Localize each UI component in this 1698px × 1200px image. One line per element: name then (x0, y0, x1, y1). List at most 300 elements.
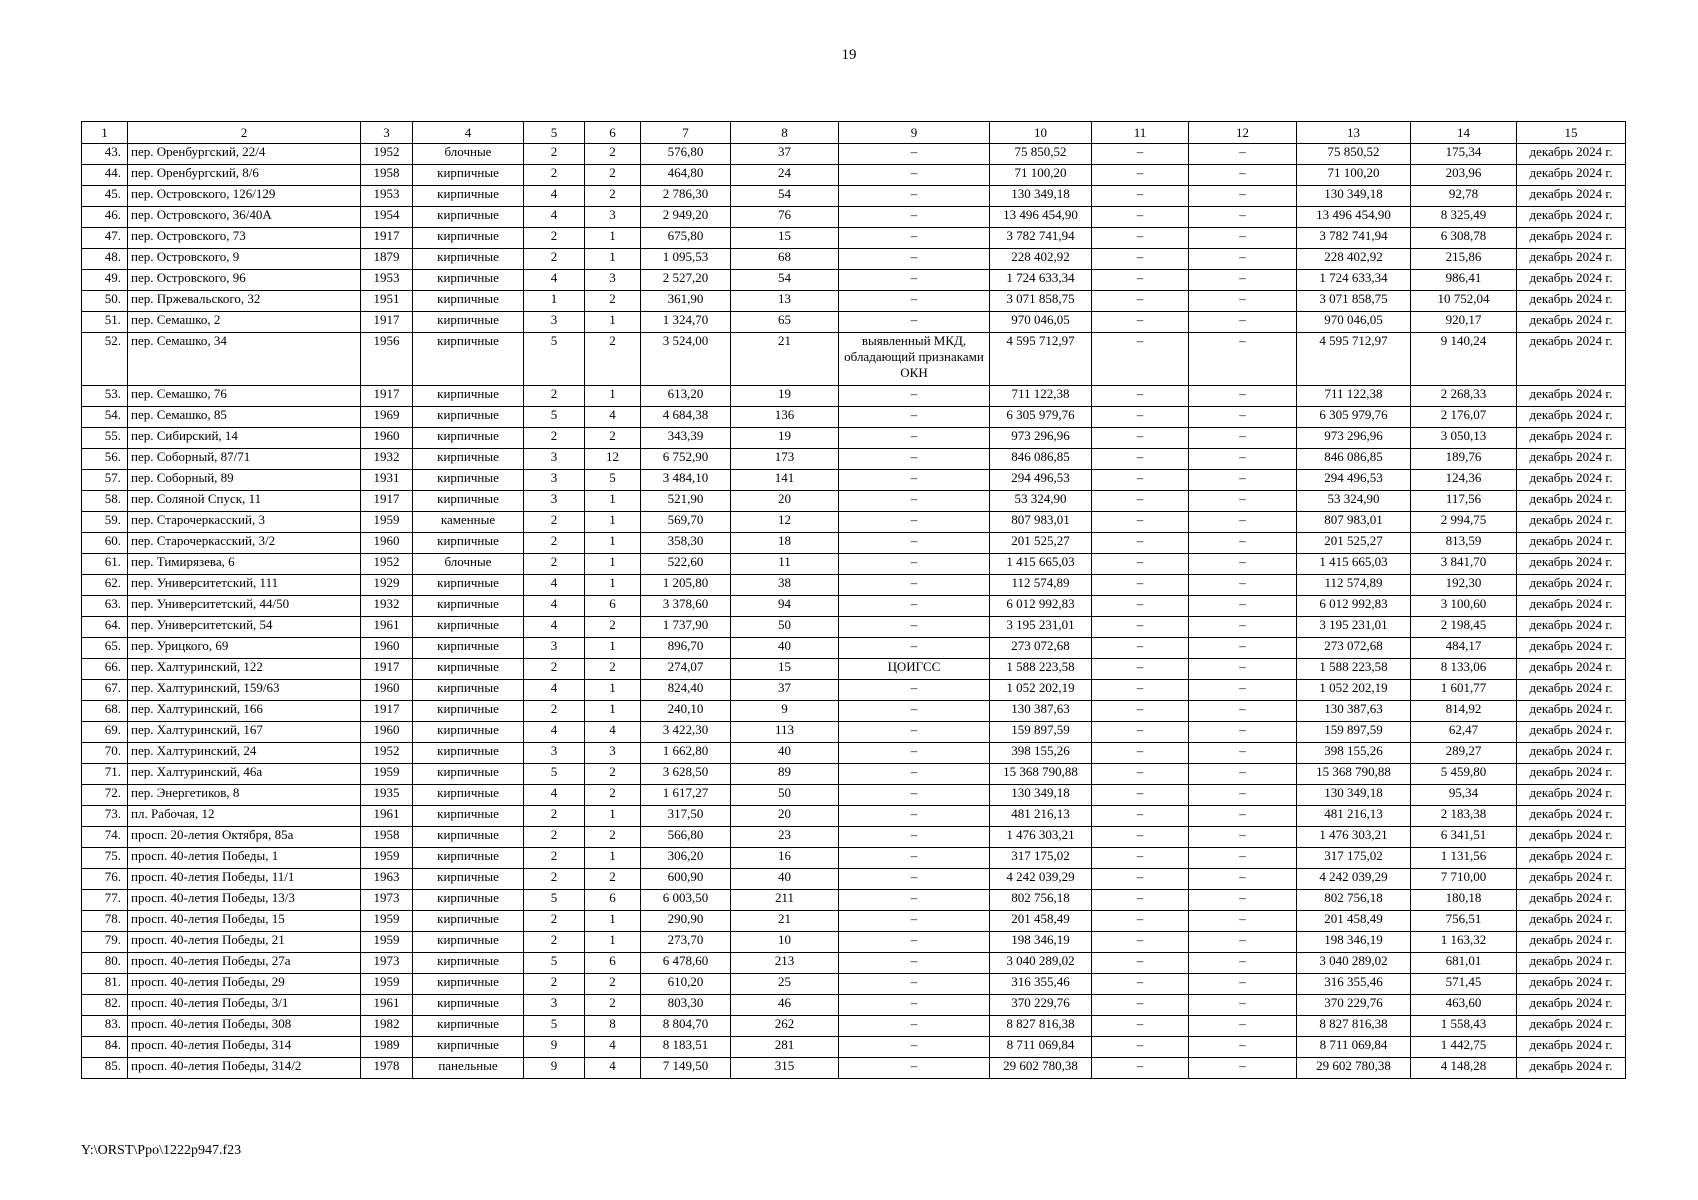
table-cell: 73. (82, 806, 128, 827)
table-cell: – (839, 270, 990, 291)
table-cell: 203,96 (1411, 165, 1517, 186)
table-cell: 2 (524, 869, 585, 890)
table-cell: 306,20 (641, 848, 731, 869)
table-cell: 215,86 (1411, 249, 1517, 270)
table-cell: пер. Островского, 126/129 (128, 186, 361, 207)
table-cell: 1959 (361, 932, 413, 953)
table-cell: – (839, 596, 990, 617)
table-cell: пер. Халтуринский, 166 (128, 701, 361, 722)
table-row (82, 638, 1626, 659)
table-cell: 2 (524, 428, 585, 449)
table-cell: 80. (82, 953, 128, 974)
table-cell: пер. Островского, 96 (128, 270, 361, 291)
table-cell: 71. (82, 764, 128, 785)
table-cell: 1 (585, 491, 641, 512)
table-cell: кирпичные (413, 785, 524, 806)
table-cell: кирпичные (413, 932, 524, 953)
table-cell: 290,90 (641, 911, 731, 932)
table-cell: – (1189, 617, 1297, 638)
table-cell: блочные (413, 144, 524, 165)
table-cell: 1 131,56 (1411, 848, 1517, 869)
table-cell: 5 (524, 407, 585, 428)
table-cell: – (1189, 165, 1297, 186)
table-cell: просп. 40-летия Победы, 314/2 (128, 1058, 361, 1079)
table-row (82, 491, 1626, 512)
table-cell: 76 (731, 207, 839, 228)
table-cell: декабрь 2024 г. (1517, 848, 1626, 869)
table-cell: декабрь 2024 г. (1517, 1058, 1626, 1079)
page-number: 19 (841, 47, 857, 63)
table-cell: 46. (82, 207, 128, 228)
table-row (82, 575, 1626, 596)
table-cell: 6 (585, 596, 641, 617)
table-cell: – (839, 533, 990, 554)
table-cell: декабрь 2024 г. (1517, 827, 1626, 848)
table-cell: – (1189, 848, 1297, 869)
table-cell: 50 (731, 785, 839, 806)
table-cell: 343,39 (641, 428, 731, 449)
table-cell: 2 (524, 386, 585, 407)
column-header: 14 (1411, 122, 1517, 144)
table-cell: декабрь 2024 г. (1517, 1016, 1626, 1037)
table-cell: – (839, 449, 990, 470)
table-cell: 5 (524, 890, 585, 911)
table-cell: 130 387,63 (1297, 701, 1411, 722)
table-cell: 240,10 (641, 701, 731, 722)
table-cell: 136 (731, 407, 839, 428)
table-cell: декабрь 2024 г. (1517, 785, 1626, 806)
table-cell: 1 (585, 533, 641, 554)
table-cell: декабрь 2024 г. (1517, 638, 1626, 659)
table-cell: 1959 (361, 764, 413, 785)
table-cell: 6 305 979,76 (1297, 407, 1411, 428)
table-cell: 4 (585, 1058, 641, 1079)
table-row (82, 533, 1626, 554)
table-cell: 361,90 (641, 291, 731, 312)
table-cell: 53 324,90 (1297, 491, 1411, 512)
table-cell: 37 (731, 144, 839, 165)
table-cell: 1961 (361, 806, 413, 827)
column-header: 1 (82, 122, 128, 144)
table-cell: 1969 (361, 407, 413, 428)
table-cell: 53. (82, 386, 128, 407)
table-cell: – (839, 848, 990, 869)
table-row (82, 680, 1626, 701)
table-cell: пер. Университетский, 54 (128, 617, 361, 638)
table-cell: 1952 (361, 554, 413, 575)
column-header: 6 (585, 122, 641, 144)
table-cell: 2 (524, 144, 585, 165)
table-cell: 3 378,60 (641, 596, 731, 617)
table-cell: 4 (524, 270, 585, 291)
table-cell: 3 050,13 (1411, 428, 1517, 449)
table-cell: просп. 40-летия Победы, 1 (128, 848, 361, 869)
table-cell: 1 205,80 (641, 575, 731, 596)
table-cell: 1 (585, 575, 641, 596)
table-cell: 3 (585, 207, 641, 228)
table-cell: кирпичные (413, 680, 524, 701)
table-row (82, 449, 1626, 470)
table-cell: – (1189, 1058, 1297, 1079)
table-cell: 130 349,18 (990, 785, 1092, 806)
table-cell: – (1189, 1037, 1297, 1058)
table-row (82, 228, 1626, 249)
housing-table-container (81, 121, 1625, 1079)
table-cell: 970 046,05 (1297, 312, 1411, 333)
table-row (82, 386, 1626, 407)
table-cell: 2 (585, 165, 641, 186)
table-cell: 1 (585, 680, 641, 701)
table-cell: – (1092, 512, 1189, 533)
table-cell: просп. 40-летия Победы, 21 (128, 932, 361, 953)
table-cell: – (1189, 785, 1297, 806)
table-cell: 130 349,18 (990, 186, 1092, 207)
table-cell: 2 198,45 (1411, 617, 1517, 638)
table-cell: пер. Семашко, 34 (128, 333, 361, 386)
table-cell: 45. (82, 186, 128, 207)
table-cell: – (1189, 701, 1297, 722)
table-cell: 3 071 858,75 (1297, 291, 1411, 312)
table-cell: 1 (585, 806, 641, 827)
table-cell: 1917 (361, 386, 413, 407)
table-cell: 613,20 (641, 386, 731, 407)
table-cell: – (1189, 575, 1297, 596)
table-cell: 53 324,90 (990, 491, 1092, 512)
table-cell: 3 (524, 470, 585, 491)
table-cell: 1 (585, 228, 641, 249)
table-cell: 1 163,32 (1411, 932, 1517, 953)
table-cell: 75 850,52 (1297, 144, 1411, 165)
table-cell: 92,78 (1411, 186, 1517, 207)
table-cell: 2 (524, 806, 585, 827)
table-cell: – (839, 764, 990, 785)
table-cell: 610,20 (641, 974, 731, 995)
table-cell: 67. (82, 680, 128, 701)
table-cell: 1978 (361, 1058, 413, 1079)
table-cell: – (839, 743, 990, 764)
table-cell: 48. (82, 249, 128, 270)
column-header: 12 (1189, 122, 1297, 144)
table-cell: 1959 (361, 911, 413, 932)
table-cell: 5 (524, 764, 585, 785)
table-cell: 6 012 992,83 (990, 596, 1092, 617)
table-cell: – (1092, 659, 1189, 680)
table-cell: 44. (82, 165, 128, 186)
table-cell: 9 140,24 (1411, 333, 1517, 386)
table-cell: 262 (731, 1016, 839, 1037)
table-cell: 1959 (361, 512, 413, 533)
table-cell: – (839, 785, 990, 806)
table-cell: 25 (731, 974, 839, 995)
table-cell: 46 (731, 995, 839, 1016)
table-cell: пер. Семашко, 2 (128, 312, 361, 333)
table-cell: 62. (82, 575, 128, 596)
table-cell: – (1092, 491, 1189, 512)
table-cell: 8 711 069,84 (990, 1037, 1092, 1058)
table-cell: выявленный МКД, обладающий признаками ОКН (839, 333, 990, 386)
table-cell: – (1092, 680, 1189, 701)
table-cell: 173 (731, 449, 839, 470)
table-cell: 4 595 712,97 (990, 333, 1092, 386)
table-cell: декабрь 2024 г. (1517, 932, 1626, 953)
table-cell: 24 (731, 165, 839, 186)
table-cell: 2 268,33 (1411, 386, 1517, 407)
table-cell: 1 (585, 848, 641, 869)
table-cell: 9 (731, 701, 839, 722)
table-cell: 3 484,10 (641, 470, 731, 491)
table-cell: 1973 (361, 953, 413, 974)
table-cell: 8 325,49 (1411, 207, 1517, 228)
table-cell: 711 122,38 (990, 386, 1092, 407)
table-cell: – (1092, 575, 1189, 596)
table-cell: – (1092, 1058, 1189, 1079)
table-cell: 1917 (361, 491, 413, 512)
table-cell: 8 827 816,38 (990, 1016, 1092, 1037)
table-row (82, 806, 1626, 827)
table-cell: просп. 40-летия Победы, 314 (128, 1037, 361, 1058)
table-cell: 1917 (361, 228, 413, 249)
table-cell: 20 (731, 806, 839, 827)
table-cell: 6 (585, 890, 641, 911)
table-cell: 756,51 (1411, 911, 1517, 932)
table-cell: 2 (524, 911, 585, 932)
table-cell: 315 (731, 1058, 839, 1079)
table-row (82, 1016, 1626, 1037)
table-cell: 803,30 (641, 995, 731, 1016)
table-cell: – (1092, 743, 1189, 764)
table-cell: декабрь 2024 г. (1517, 249, 1626, 270)
table-cell: 8 827 816,38 (1297, 1016, 1411, 1037)
table-cell: 2 949,20 (641, 207, 731, 228)
table-cell: 1 476 303,21 (1297, 827, 1411, 848)
table-cell: 9 (524, 1058, 585, 1079)
table-row (82, 764, 1626, 785)
table-cell: декабрь 2024 г. (1517, 995, 1626, 1016)
table-cell: 807 983,01 (990, 512, 1092, 533)
table-cell: 1 415 665,03 (990, 554, 1092, 575)
table-cell: – (839, 470, 990, 491)
table-cell: декабрь 2024 г. (1517, 596, 1626, 617)
table-cell: 1958 (361, 165, 413, 186)
table-cell: 1 (524, 291, 585, 312)
table-cell: 681,01 (1411, 953, 1517, 974)
table-cell: пер. Соборный, 89 (128, 470, 361, 491)
table-cell: 8 711 069,84 (1297, 1037, 1411, 1058)
table-cell: 15 (731, 228, 839, 249)
table-cell: кирпичные (413, 995, 524, 1016)
table-cell: – (1092, 953, 1189, 974)
table-cell: 846 086,85 (990, 449, 1092, 470)
table-cell: 813,59 (1411, 533, 1517, 554)
column-header: 10 (990, 122, 1092, 144)
table-cell: 317,50 (641, 806, 731, 827)
table-cell: 79. (82, 932, 128, 953)
table-cell: 1 724 633,34 (990, 270, 1092, 291)
table-cell: 1 052 202,19 (990, 680, 1092, 701)
table-cell: 77. (82, 890, 128, 911)
table-row (82, 869, 1626, 890)
table-cell: кирпичные (413, 911, 524, 932)
table-cell: 846 086,85 (1297, 449, 1411, 470)
table-cell: – (1189, 743, 1297, 764)
table-cell: 21 (731, 911, 839, 932)
table-cell: – (1189, 764, 1297, 785)
table-cell: 117,56 (1411, 491, 1517, 512)
table-cell: – (1189, 228, 1297, 249)
table-cell: пер. Энергетиков, 8 (128, 785, 361, 806)
table-cell: – (1092, 911, 1189, 932)
table-cell: 1879 (361, 249, 413, 270)
table-cell: 130 349,18 (1297, 785, 1411, 806)
table-cell: 3 (524, 638, 585, 659)
table-cell: – (839, 575, 990, 596)
table-row (82, 785, 1626, 806)
table-body (82, 144, 1626, 1079)
table-cell: 4 (524, 785, 585, 806)
table-cell: – (1189, 291, 1297, 312)
table-cell: 3 628,50 (641, 764, 731, 785)
column-header: 8 (731, 122, 839, 144)
table-cell: 4 242 039,29 (1297, 869, 1411, 890)
table-cell: 16 (731, 848, 839, 869)
table-cell: 973 296,96 (1297, 428, 1411, 449)
table-cell: 1 052 202,19 (1297, 680, 1411, 701)
table-cell: 1 617,27 (641, 785, 731, 806)
table-cell: 2 (585, 617, 641, 638)
table-cell: 1932 (361, 449, 413, 470)
table-cell: – (1189, 659, 1297, 680)
table-cell: пер. Халтуринский, 159/63 (128, 680, 361, 701)
table-cell: 600,90 (641, 869, 731, 890)
table-cell: 2 (585, 995, 641, 1016)
table-cell: 60. (82, 533, 128, 554)
table-cell: – (1092, 764, 1189, 785)
table-cell: 189,76 (1411, 449, 1517, 470)
table-cell: декабрь 2024 г. (1517, 333, 1626, 386)
table-cell: 19 (731, 386, 839, 407)
table-cell: 273,70 (641, 932, 731, 953)
table-cell: 20 (731, 491, 839, 512)
table-cell: декабрь 2024 г. (1517, 144, 1626, 165)
table-cell: 294 496,53 (1297, 470, 1411, 491)
table-cell: 2 (585, 186, 641, 207)
table-cell: декабрь 2024 г. (1517, 974, 1626, 995)
table-cell: 66. (82, 659, 128, 680)
table-cell: 824,40 (641, 680, 731, 701)
table-cell: 52. (82, 333, 128, 386)
column-header: 9 (839, 122, 990, 144)
table-row (82, 512, 1626, 533)
table-cell: 19 (731, 428, 839, 449)
table-cell: 896,70 (641, 638, 731, 659)
table-cell: – (1092, 249, 1189, 270)
table-cell: – (1189, 428, 1297, 449)
table-cell: – (1092, 312, 1189, 333)
table-cell: 370 229,76 (990, 995, 1092, 1016)
table-cell: – (1092, 827, 1189, 848)
table-cell: 6 003,50 (641, 890, 731, 911)
table-cell: 1952 (361, 743, 413, 764)
table-cell: 1917 (361, 701, 413, 722)
table-cell: 2 183,38 (1411, 806, 1517, 827)
table-cell: 1929 (361, 575, 413, 596)
table-row (82, 596, 1626, 617)
table-cell: – (839, 890, 990, 911)
table-cell: 2 (524, 974, 585, 995)
table-cell: 4 (524, 575, 585, 596)
table-cell: 3 782 741,94 (1297, 228, 1411, 249)
table-cell: – (839, 680, 990, 701)
table-cell: – (1092, 144, 1189, 165)
table-cell: 1 (585, 911, 641, 932)
table-cell: 54. (82, 407, 128, 428)
table-cell: 481 216,13 (990, 806, 1092, 827)
column-header: 5 (524, 122, 585, 144)
column-header: 11 (1092, 122, 1189, 144)
table-cell: декабрь 2024 г. (1517, 659, 1626, 680)
table-cell: декабрь 2024 г. (1517, 806, 1626, 827)
table-cell: декабрь 2024 г. (1517, 491, 1626, 512)
table-cell: 18 (731, 533, 839, 554)
table-cell: каменные (413, 512, 524, 533)
housing-table (81, 121, 1626, 1079)
table-cell: – (1189, 407, 1297, 428)
table-cell: – (839, 617, 990, 638)
table-cell: 2 (585, 428, 641, 449)
table-cell: 1956 (361, 333, 413, 386)
table-cell: – (1092, 701, 1189, 722)
table-cell: 1960 (361, 722, 413, 743)
table-cell: – (1189, 470, 1297, 491)
table-cell: 2 994,75 (1411, 512, 1517, 533)
table-cell: 8 804,70 (641, 1016, 731, 1037)
table-cell: пер. Старочеркасский, 3 (128, 512, 361, 533)
table-row (82, 743, 1626, 764)
table-cell: кирпичные (413, 186, 524, 207)
table-cell: – (1189, 722, 1297, 743)
table-cell: – (1092, 407, 1189, 428)
table-row (82, 890, 1626, 911)
table-cell: 1 095,53 (641, 249, 731, 270)
table-cell: – (1189, 1016, 1297, 1037)
table-cell: 4 (524, 722, 585, 743)
table-cell: – (1092, 890, 1189, 911)
table-cell: – (1092, 186, 1189, 207)
table-cell: 370 229,76 (1297, 995, 1411, 1016)
table-cell: – (1092, 291, 1189, 312)
table-cell: кирпичные (413, 722, 524, 743)
table-cell: 4 (524, 207, 585, 228)
table-cell: 130 349,18 (1297, 186, 1411, 207)
table-cell: пер. Пржевальского, 32 (128, 291, 361, 312)
table-cell: декабрь 2024 г. (1517, 291, 1626, 312)
table-cell: – (839, 554, 990, 575)
table-cell: 1958 (361, 827, 413, 848)
table-cell: 3 (524, 491, 585, 512)
table-row (82, 144, 1626, 165)
table-cell: 65 (731, 312, 839, 333)
table-cell: 4 148,28 (1411, 1058, 1517, 1079)
table-cell: декабрь 2024 г. (1517, 512, 1626, 533)
table-cell: 54 (731, 186, 839, 207)
table-cell: 130 387,63 (990, 701, 1092, 722)
table-cell: 7 710,00 (1411, 869, 1517, 890)
table-cell: 55. (82, 428, 128, 449)
table-cell: 1960 (361, 428, 413, 449)
table-cell: 281 (731, 1037, 839, 1058)
table-cell: декабрь 2024 г. (1517, 386, 1626, 407)
table-cell: 50. (82, 291, 128, 312)
